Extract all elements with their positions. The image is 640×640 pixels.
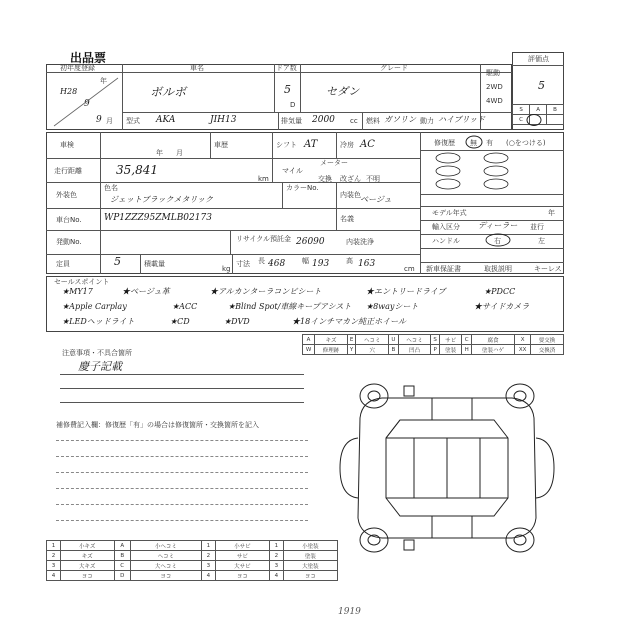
height-value: 163 — [358, 259, 376, 269]
ac-value: AC — [360, 139, 375, 150]
equipment-item: ★PDCC — [484, 287, 516, 296]
keyless-label: キーレス — [534, 265, 562, 273]
ext-color-label: 外装色 — [56, 191, 77, 199]
car-diagram — [322, 378, 572, 558]
first-registration-year: 9 — [84, 99, 90, 109]
rating-circle — [526, 113, 542, 127]
car-name-label: 車名 — [190, 64, 204, 72]
new-car-label: 新車保証書 — [426, 265, 461, 273]
car-name: ボルボ — [150, 85, 187, 99]
manual-label: 取扱説明 — [484, 265, 512, 273]
rating-label: 評価点 — [528, 55, 549, 63]
first-registration-label: 初年度登録 — [60, 64, 95, 72]
equipment-item: ★アルカンターラコンビシート — [210, 287, 322, 296]
grade-label: グレード — [380, 64, 408, 72]
shaken-label: 車検 — [60, 141, 74, 149]
type-label: 型式 — [126, 117, 140, 125]
name-label: 名義 — [340, 215, 354, 223]
origin-label: 発動No. — [56, 238, 82, 246]
sheet-title: 出品票 — [70, 51, 107, 65]
color-no-label: カラーNo. — [286, 184, 319, 192]
equipment-item: ★Blind Spot/車線キープアシスト — [228, 302, 352, 311]
hist-label: 修復歴 — [434, 139, 455, 147]
drive-type-label: 駆動 — [486, 69, 500, 77]
int-color-label: 内装色 — [340, 191, 361, 199]
doors-value: 5 — [284, 83, 291, 96]
ext-color-value: ジェットブラックメタリック — [110, 195, 214, 204]
equipment-item: ★ACC — [172, 302, 198, 311]
mile-label: マイル — [282, 167, 303, 175]
notes-value: 慶子記載 — [78, 360, 122, 373]
drive-value: ハイブリッド — [438, 115, 486, 124]
mileage-label: 走行距離 — [54, 167, 82, 175]
notes-label: 注意事項・不具合箇所 — [62, 349, 132, 357]
recycle-value: 26090 — [296, 237, 325, 247]
equipment-item: ★Apple Carplay — [62, 302, 127, 311]
vin-label: 車台No. — [56, 216, 82, 224]
capacity-label: 定員 — [56, 260, 70, 268]
rating-value: 5 — [538, 79, 545, 92]
rating-grades: S A B C — [512, 104, 564, 125]
vin-value: WP1ZZZ95ZMLB02173 — [104, 213, 212, 223]
model-code: JIH13 — [210, 115, 237, 125]
drive-label: 動力 — [420, 117, 434, 125]
damage-legend: A キズ E ヘコミ U ヘコミ S サビ C 腐食 X 要交換 W 修理跡 Y 穴 B 凹凸 P 塗装 H 塗装ハゲ XX 交換済 — [302, 334, 564, 355]
width-value: 193 — [312, 259, 330, 269]
size-label: 寸法 — [236, 260, 250, 268]
equipment-item: ★MY17 — [62, 287, 93, 296]
first-registration-month: 9 — [96, 115, 102, 125]
equipment-item: ★ベージュ革 — [122, 287, 170, 296]
mileage-value: 35,841 — [116, 163, 158, 177]
handle-label: ハンドル — [432, 237, 460, 245]
equipment-item: ★CD — [170, 317, 190, 326]
fuel-value: ガソリン — [384, 115, 416, 124]
recycle-label: リサイクル預託金 — [236, 235, 292, 243]
ac-label: 冷房 — [340, 141, 354, 149]
meter-label: メーター — [320, 159, 348, 167]
length-value: 468 — [268, 259, 286, 269]
inspection-label: 内装洗浄 — [346, 238, 374, 246]
hist-circle — [464, 134, 484, 150]
displacement-label: 排気量 — [281, 117, 302, 125]
load-label: 積載量 — [144, 260, 165, 268]
displacement-value: 2000 — [312, 115, 335, 125]
fuel-label: 燃料 — [366, 117, 380, 125]
equipment-checks — [426, 152, 560, 192]
equipment-item: ★エントリードライブ — [366, 287, 446, 296]
handle-circle — [484, 232, 512, 248]
capacity-value: 5 — [114, 255, 121, 268]
type-value: AKA — [156, 115, 176, 125]
repair-label: 補修費記入欄：修復歴「有」の場合は修復箇所・交換箇所を記入 — [56, 421, 259, 429]
shift-value: AT — [304, 139, 318, 150]
footer-number: 1919 — [338, 607, 361, 617]
equipment-item: ★サイドカメラ — [474, 302, 530, 311]
model-year-label: モデル年式 — [432, 209, 467, 217]
equipment-item: ★18インチマカン純正ホイール — [292, 317, 407, 326]
shift-label: シフト — [276, 141, 297, 149]
equipment-item: ★DVD — [224, 317, 250, 326]
equipment-item: ★8wayシート — [366, 302, 419, 311]
cert-label: 車歴 — [214, 141, 228, 149]
import-label: 輸入区分 — [432, 223, 460, 231]
equipment-item: ★LEDヘッドライト — [62, 317, 135, 326]
int-color-value: ベージュ — [360, 195, 392, 204]
first-registration-era: H28 — [60, 87, 78, 96]
equipment-label: セールスポイント — [54, 278, 110, 286]
first-registration-slash — [50, 74, 122, 130]
bottom-table: 1 小キズ A 小ヘコミ 1 小サビ 1 小塗装 2 キズ B ヘコミ 2 サビ 2 塗装 3 大キズ C 大ヘコミ 3 大サビ 3 大塗装 4 ヨコ D ヨコ 4 ヨコ 4 ヨコ — [46, 540, 338, 581]
doors-label: ドア数 — [276, 64, 297, 72]
import-value: ディーラー — [478, 221, 518, 230]
grade-value: セダン — [326, 85, 360, 98]
